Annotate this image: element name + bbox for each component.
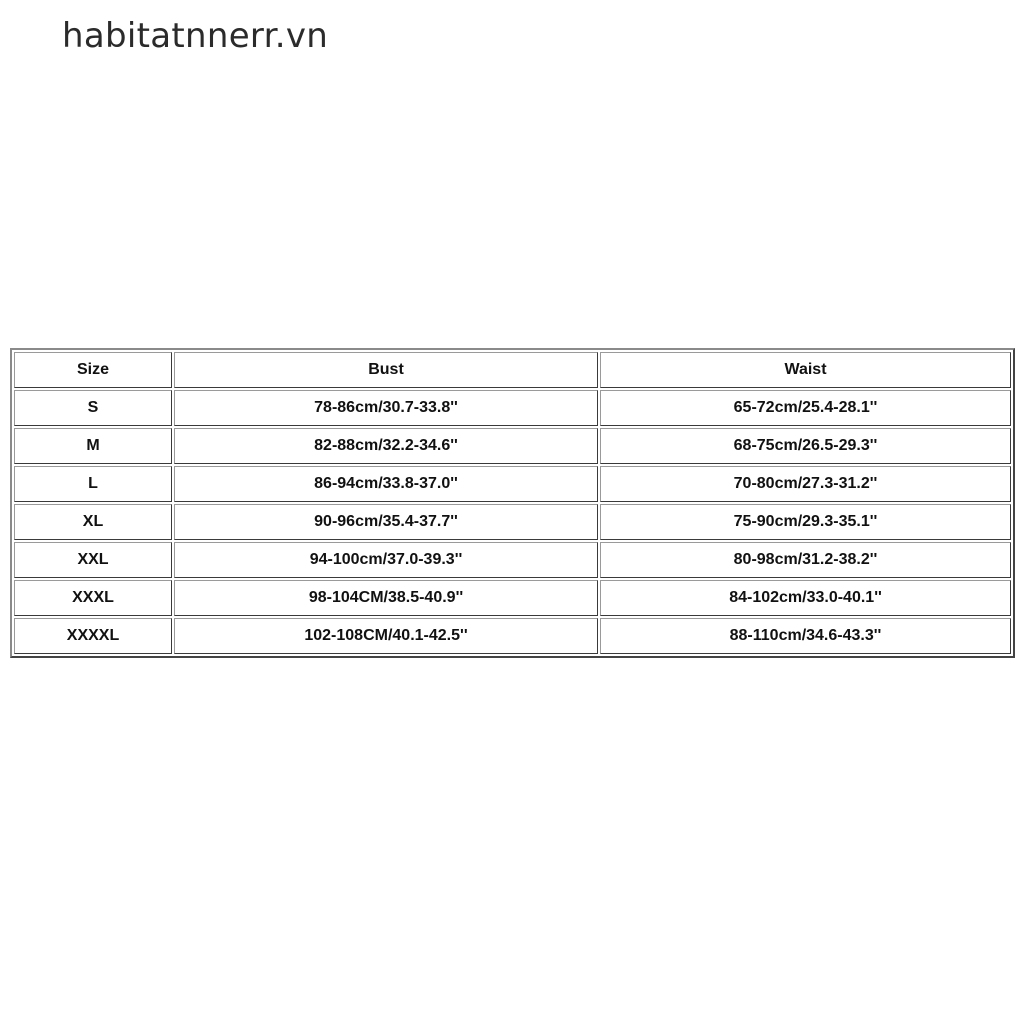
cell-size: XXXL bbox=[14, 580, 172, 616]
table-row bbox=[14, 466, 1011, 502]
watermark-text: habitatnnerr.vn bbox=[62, 16, 329, 56]
cell-bust: 90-96cm/35.4-37.7'' bbox=[174, 504, 598, 540]
header-bust: Bust bbox=[174, 352, 598, 388]
table-header-row bbox=[14, 352, 1011, 388]
cell-size: L bbox=[14, 466, 172, 502]
cell-waist: 80-98cm/31.2-38.2'' bbox=[600, 542, 1011, 578]
cell-waist: 75-90cm/29.3-35.1'' bbox=[600, 504, 1011, 540]
size-chart-table bbox=[10, 348, 1015, 658]
cell-waist: 88-110cm/34.6-43.3'' bbox=[600, 618, 1011, 654]
cell-bust: 82-88cm/32.2-34.6'' bbox=[174, 428, 598, 464]
cell-waist: 84-102cm/33.0-40.1'' bbox=[600, 580, 1011, 616]
cell-size: XL bbox=[14, 504, 172, 540]
table-row bbox=[14, 390, 1011, 426]
cell-bust: 86-94cm/33.8-37.0'' bbox=[174, 466, 598, 502]
cell-waist: 70-80cm/27.3-31.2'' bbox=[600, 466, 1011, 502]
cell-size: XXXXL bbox=[14, 618, 172, 654]
header-size: Size bbox=[14, 352, 172, 388]
cell-waist: 68-75cm/26.5-29.3'' bbox=[600, 428, 1011, 464]
cell-size: S bbox=[14, 390, 172, 426]
table-row bbox=[14, 580, 1011, 616]
cell-bust: 102-108CM/40.1-42.5'' bbox=[174, 618, 598, 654]
header-waist: Waist bbox=[600, 352, 1011, 388]
cell-size: M bbox=[14, 428, 172, 464]
table-row bbox=[14, 542, 1011, 578]
cell-bust: 94-100cm/37.0-39.3'' bbox=[174, 542, 598, 578]
table-row bbox=[14, 504, 1011, 540]
table-row bbox=[14, 618, 1011, 654]
cell-waist: 65-72cm/25.4-28.1'' bbox=[600, 390, 1011, 426]
cell-bust: 78-86cm/30.7-33.8'' bbox=[174, 390, 598, 426]
cell-bust: 98-104CM/38.5-40.9'' bbox=[174, 580, 598, 616]
table-row bbox=[14, 428, 1011, 464]
cell-size: XXL bbox=[14, 542, 172, 578]
